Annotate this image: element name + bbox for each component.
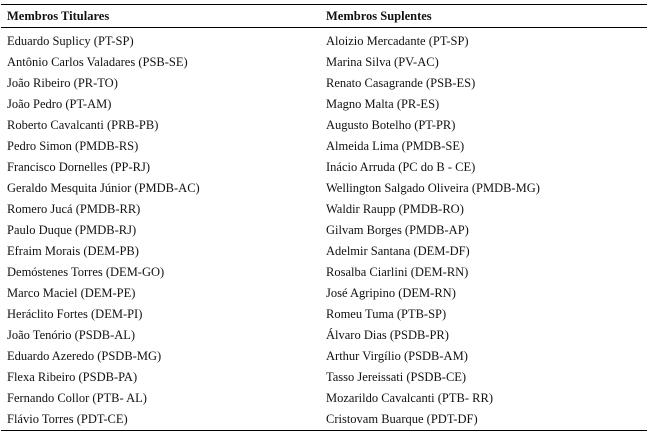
suplente-member-cell: Romeu Tuma (PTB-SP) xyxy=(326,307,447,321)
table-body xyxy=(1,28,647,431)
titular-member-cell: João Pedro (PT-AM) xyxy=(7,97,112,111)
titular-member-cell: Flexa Ribeiro (PSDB-PA) xyxy=(7,370,138,384)
titular-member-cell: Antônio Carlos Valadares (PSB-SE) xyxy=(7,55,188,69)
suplente-member-cell: Waldir Raupp (PMDB-RO) xyxy=(326,202,464,216)
table-row xyxy=(1,220,647,241)
suplente-member-cell: José Agripino (DEM-RN) xyxy=(326,286,456,300)
table-row xyxy=(1,178,647,199)
titular-member-cell: Paulo Duque (PMDB-RJ) xyxy=(7,223,137,237)
suplente-member-cell: Tasso Jereissati (PSDB-CE) xyxy=(326,370,467,384)
table-row xyxy=(1,325,647,346)
suplente-member-cell: Cristovam Buarque (PDT-DF) xyxy=(320,409,647,431)
suplente-member-cell: Inácio Arruda (PC do B - CE) xyxy=(326,160,476,174)
titular-member-cell: Pedro Simon (PMDB-RS) xyxy=(7,139,139,153)
titular-member-cell: Marco Maciel (DEM-PE) xyxy=(7,286,136,300)
table-row xyxy=(1,52,647,73)
table-row xyxy=(1,367,647,388)
suplente-member-cell: Adelmir Santana (DEM-DF) xyxy=(326,244,470,258)
table-row xyxy=(1,157,647,178)
table-row xyxy=(1,199,647,220)
titular-member-cell: Geraldo Mesquita Júnior (PMDB-AC) xyxy=(7,181,200,195)
titular-member-cell: Francisco Dornelles (PP-RJ) xyxy=(7,160,151,174)
titular-member-cell: Eduardo Azeredo (PSDB-MG) xyxy=(7,349,162,363)
suplente-member-cell: Marina Silva (PV-AC) xyxy=(326,55,439,69)
suplente-member-cell: Aloizio Mercadante (PT-SP) xyxy=(326,34,469,48)
titular-member-cell: João Ribeiro (PR-TO) xyxy=(7,76,118,90)
table-row xyxy=(1,136,647,157)
titular-member-cell: Roberto Cavalcanti (PRB-PB) xyxy=(7,118,159,132)
suplente-member-cell: Gilvam Borges (PMDB-AP) xyxy=(326,223,469,237)
table-row xyxy=(1,304,647,325)
suplente-member-cell: Rosalba Ciarlini (DEM-RN) xyxy=(326,265,469,279)
titular-member-cell: Eduardo Suplicy (PT-SP) xyxy=(7,34,134,48)
table-row xyxy=(1,73,647,94)
suplente-member-cell: Wellington Salgado Oliveira (PMDB-MG) xyxy=(326,181,540,195)
table-row xyxy=(1,94,647,115)
header-membros-titulares: Membros Titulares xyxy=(1,5,320,28)
table-row xyxy=(1,409,647,431)
suplente-member-cell: Almeida Lima (PMDB-SE) xyxy=(326,139,465,153)
suplente-member-cell: Mozarildo Cavalcanti (PTB- RR) xyxy=(326,391,493,405)
titular-member-cell: Heráclito Fortes (DEM-PI) xyxy=(7,307,143,321)
titular-member-cell: Fernando Collor (PTB- AL) xyxy=(7,391,147,405)
table-row xyxy=(1,388,647,409)
titular-member-cell: Efraim Morais (DEM-PB) xyxy=(7,244,139,258)
titular-member-cell: Flávio Torres (PDT-CE) xyxy=(1,409,320,431)
members-table xyxy=(1,4,647,431)
table-header-row xyxy=(1,5,647,28)
table-row xyxy=(1,262,647,283)
table-row xyxy=(1,346,647,367)
suplente-member-cell: Renato Casagrande (PSB-ES) xyxy=(326,76,476,90)
titular-member-cell: João Tenório (PSDB-AL) xyxy=(7,328,136,342)
suplente-member-cell: Arthur Virgílio (PSDB-AM) xyxy=(326,349,468,363)
table-row xyxy=(1,28,647,53)
header-membros-suplentes: Membros Suplentes xyxy=(320,5,647,28)
table-row xyxy=(1,283,647,304)
table-row xyxy=(1,115,647,136)
table-row xyxy=(1,241,647,262)
titular-member-cell: Romero Jucá (PMDB-RR) xyxy=(7,202,141,216)
suplente-member-cell: Magno Malta (PR-ES) xyxy=(326,97,440,111)
titular-member-cell: Demóstenes Torres (DEM-GO) xyxy=(7,265,165,279)
suplente-member-cell: Augusto Botelho (PT-PR) xyxy=(326,118,456,132)
suplente-member-cell: Álvaro Dias (PSDB-PR) xyxy=(326,328,449,342)
